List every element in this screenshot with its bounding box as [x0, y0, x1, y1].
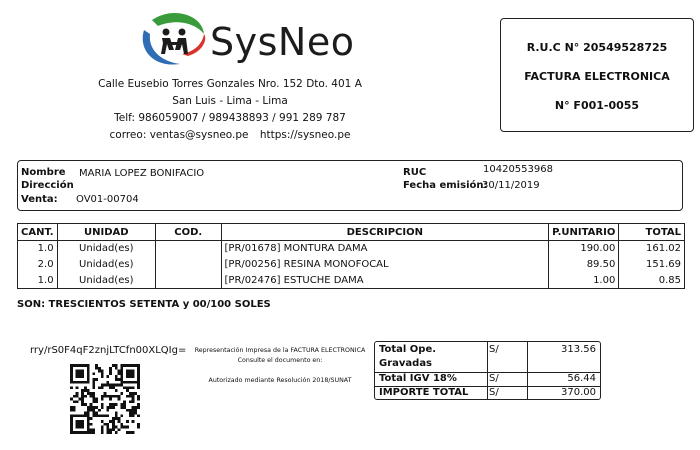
header-code: COD.	[155, 224, 221, 241]
items-header-row	[18, 224, 685, 241]
row-description: [PR/01678] MONTURA DAMA	[221, 241, 549, 257]
company-website: https://sysneo.pe	[259, 129, 351, 141]
header-total: TOTAL	[619, 224, 685, 241]
totals-box	[374, 341, 601, 400]
row-total: 0.85	[619, 273, 685, 289]
company-contact	[70, 127, 390, 144]
row-qty: 1.0	[18, 273, 58, 289]
company-name: SysNeo	[210, 20, 355, 64]
total-gravadas-label-2: Gravadas	[379, 358, 433, 369]
items-table	[17, 223, 685, 289]
representation-line-2: Consulte el documento en:	[237, 357, 323, 364]
document-type: FACTURA ELECTRONICA	[524, 70, 670, 83]
client-name: MARIA LOPEZ BONIFACIO	[79, 168, 205, 179]
qr-code-icon	[70, 364, 140, 434]
total-gravadas-currency: S/	[489, 344, 499, 355]
company-email: correo: ventas@sysneo.pe	[109, 129, 249, 141]
client-date-label: Fecha emisión:	[403, 180, 488, 191]
row-unit: Unidad(es)	[57, 257, 155, 273]
document-ruc: R.U.C N° 20549528725	[526, 41, 668, 54]
row-description: [PR/02476] ESTUCHE DAMA	[221, 273, 549, 289]
client-ruc: 10420553968	[483, 164, 553, 175]
header-description: DESCRIPCION	[221, 224, 549, 241]
client-ruc-label: RUC	[403, 167, 427, 178]
totals-divider	[527, 342, 528, 399]
totals-divider	[487, 342, 488, 399]
row-qty: 1.0	[18, 241, 58, 257]
representation-line-1: Representación Impresa de la FACTURA ELECTRONICA	[194, 347, 366, 354]
row-unit-price: 190.00	[549, 241, 619, 257]
document-id-box	[500, 18, 694, 132]
company-info	[70, 76, 390, 144]
row-code	[155, 273, 221, 289]
total-gravadas-label-1: Total Ope.	[379, 344, 437, 355]
company-logo	[138, 10, 355, 68]
row-unit-price: 1.00	[549, 273, 619, 289]
total-igv-amount: 56.44	[567, 373, 596, 384]
row-qty: 2.0	[18, 257, 58, 273]
document-number: N° F001-0055	[554, 99, 640, 112]
row-code	[155, 241, 221, 257]
row-code	[155, 257, 221, 273]
client-address-label: Dirección	[21, 180, 74, 191]
total-igv-label: Total IGV 18%	[379, 373, 457, 384]
client-box	[17, 160, 683, 211]
table-row	[18, 257, 685, 273]
total-gravadas-amount: 313.56	[561, 344, 596, 355]
client-name-label: Nombre	[21, 167, 66, 178]
total-amount: 370.00	[561, 387, 596, 398]
representation-line-3: Autorizado mediante Resolución 2018/SUNAT	[208, 377, 352, 384]
table-row	[18, 273, 685, 289]
document-hash: rry/rS0F4qF2znjLTCfn00XLQIg=	[30, 345, 187, 356]
row-unit: Unidad(es)	[57, 273, 155, 289]
company-district: San Luis - Lima - Lima	[172, 95, 288, 107]
header-unit-price: P.UNITARIO	[549, 224, 619, 241]
client-sale: OV01-00704	[76, 194, 139, 205]
total-amount-currency: S/	[489, 387, 499, 398]
header-unit: UNIDAD	[57, 224, 155, 241]
row-description: [PR/00256] RESINA MONOFOCAL	[221, 257, 549, 273]
total-amount-label: IMPORTE TOTAL	[379, 387, 469, 398]
company-address: Calle Eusebio Torres Gonzales Nro. 152 Dto. 401 A	[98, 78, 362, 90]
company-phones: Telf: 986059007 / 989438893 / 991 289 787	[114, 112, 346, 124]
row-total: 161.02	[619, 241, 685, 257]
total-igv-currency: S/	[489, 373, 499, 384]
header-qty: CANT.	[18, 224, 58, 241]
row-unit: Unidad(es)	[57, 241, 155, 257]
representation-note	[188, 346, 372, 386]
client-date: 30/11/2019	[482, 180, 540, 191]
amount-in-words: SON: TRESCIENTOS SETENTA y 00/100 SOLES	[17, 299, 271, 310]
row-unit-price: 89.50	[549, 257, 619, 273]
client-sale-label: Venta:	[21, 194, 58, 205]
row-total: 151.69	[619, 257, 685, 273]
table-row	[18, 241, 685, 257]
logo-emblem-icon	[138, 10, 208, 68]
